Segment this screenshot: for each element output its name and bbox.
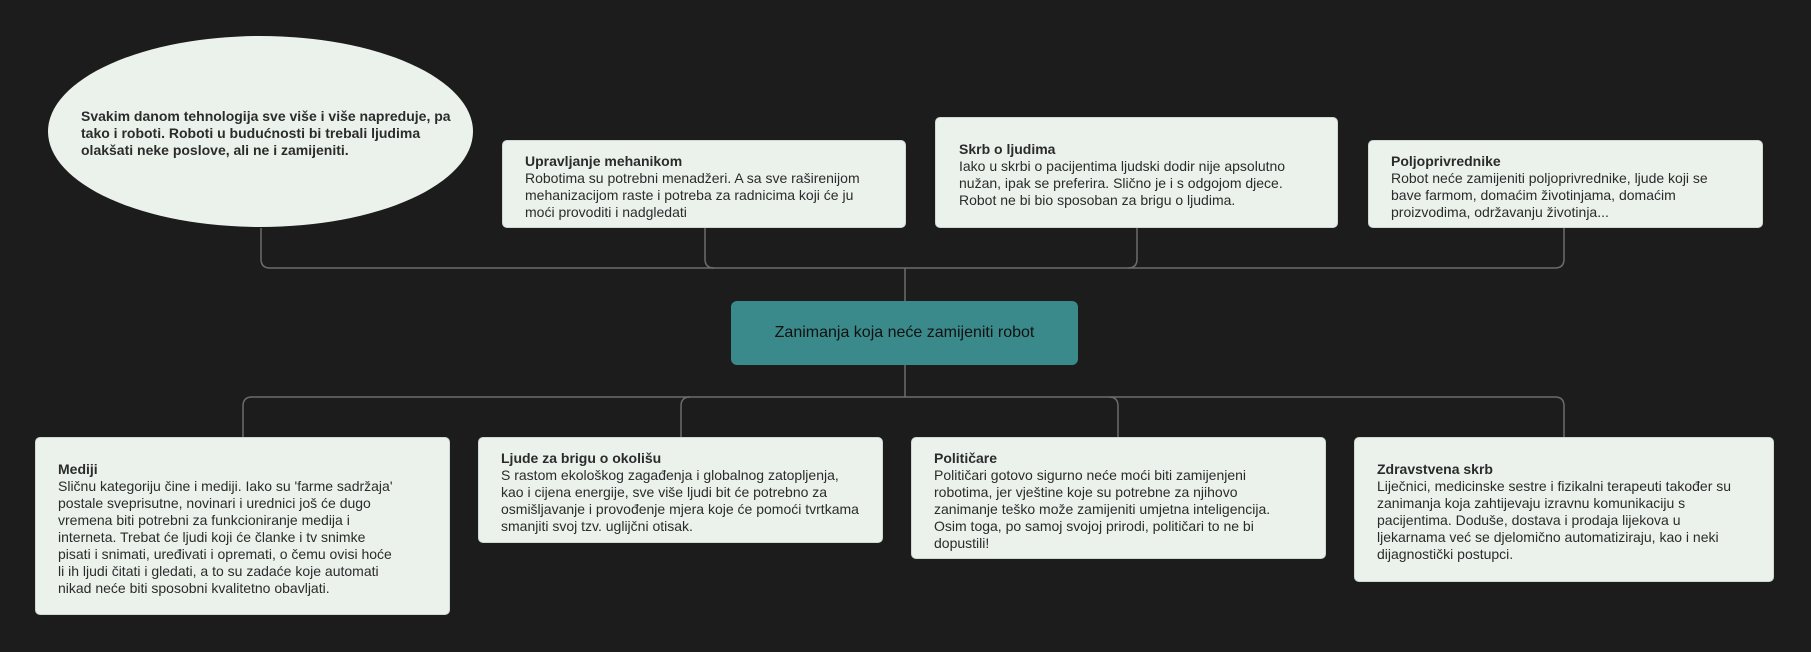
connector-top-bus-left-corner: [261, 228, 270, 268]
node-zdravstvena-skrb[interactable]: [1354, 437, 1774, 582]
connector-top-bus-right-corner: [1555, 228, 1564, 268]
node-text: Robotima su potrebni menadžeri. A sa sve raširenijom mehanizacijom raste i potreba za radnicima koji će ju moći provoditi i nadgledati: [525, 170, 860, 220]
node-poljoprivrednike[interactable]: [1368, 140, 1763, 228]
connector-bottom-bus-left-corner: [243, 397, 252, 437]
intro-ellipse-node[interactable]: [48, 36, 473, 227]
node-title: Upravljanje mehanikom: [525, 153, 683, 169]
intro-text: Svakim danom tehnologija sve više i više napreduje, pa tako i roboti. Roboti u budućnosti bi trebali ljudima olakšati neke poslove, ali ne i zamijeniti.: [81, 108, 451, 158]
node-text: Liječnici, medicinske sestre i fizikalni terapeuti također su zanimanja koja zahtijevaju izravnu komunikaciju s pacijentima. Doduše, dostava i prodaja lijekova u ljekarnama već se djelomično automatiziraju, kao i neki dijagnostički postupci.: [1377, 478, 1732, 562]
node-upravljanje-mehanikom[interactable]: [502, 140, 906, 228]
connector-to-okolis: [681, 397, 690, 437]
central-topic-label: Zanimanja koja neće zamijeniti robot: [774, 324, 1035, 341]
node-text: Političari gotovo sigurno neće moći biti zamijenjeni robotima, jer vještine koje su potrebne za njihovo zanimanje teško može zamijeniti umjetna inteligencija. Osim toga, po samoj svojoj prirodi, političari to ne bi dopustili!: [934, 467, 1271, 551]
central-topic[interactable]: [731, 301, 1078, 365]
connector-to-skrb: [1128, 228, 1137, 268]
node-title: Poljoprivrednike: [1391, 153, 1501, 169]
node-title: Skrb o ljudima: [959, 141, 1056, 157]
node-skrb-o-ljudima[interactable]: [935, 117, 1338, 228]
node-text: Sličnu kategoriju čine i mediji. Iako su 'farme sadržaja' postale sveprisutne, novinari i urednici još će dugo vremena biti potrebni za funkcioniranje medija i interneta. Trebat će ljudi koji će članke i tv snimke pisati i snimati, uređivati i opremati, o čemu ovisi hoće li ih ljudi čitati i gledati, a to su zadaće koje automati nikad neće biti sposobni kvalitetno obavljati.: [58, 478, 393, 596]
node-mediji[interactable]: [35, 437, 450, 615]
connector-to-politicare: [1109, 397, 1118, 437]
node-title: Zdravstvena skrb: [1377, 461, 1493, 477]
node-ljude-za-brigu-o-okolisu[interactable]: [478, 437, 883, 543]
node-title: Mediji: [58, 461, 98, 477]
node-text: S rastom ekološkog zagađenja i globalnog zatopljenja, kao i cijena energije, sve više ljudi bit će potrebno za osmišljavanje i provođenje mjera koje će pomoći tvrtkama smanjiti svoj tzv. uglijčni otisak.: [501, 467, 859, 534]
node-text: Iako u skrbi o pacijentima ljudski dodir nije apsolutno nužan, ipak se preferira. Slično je i s odgojom djece. Robot ne bi bio sposoban za brigu o ljudima.: [959, 158, 1286, 208]
node-text: Robot neće zamijeniti poljoprivrednike, ljude koji se bave farmom, domaćim životinjama, domaćim proizvodima, održavanju životinja...: [1391, 170, 1708, 220]
node-title: Ljude za brigu o okolišu: [501, 450, 662, 466]
node-politicare[interactable]: [911, 437, 1326, 559]
connector-bottom-bus-right-corner: [1555, 397, 1564, 437]
connector-to-upravljanje: [705, 228, 714, 268]
node-title: Političare: [934, 450, 998, 466]
